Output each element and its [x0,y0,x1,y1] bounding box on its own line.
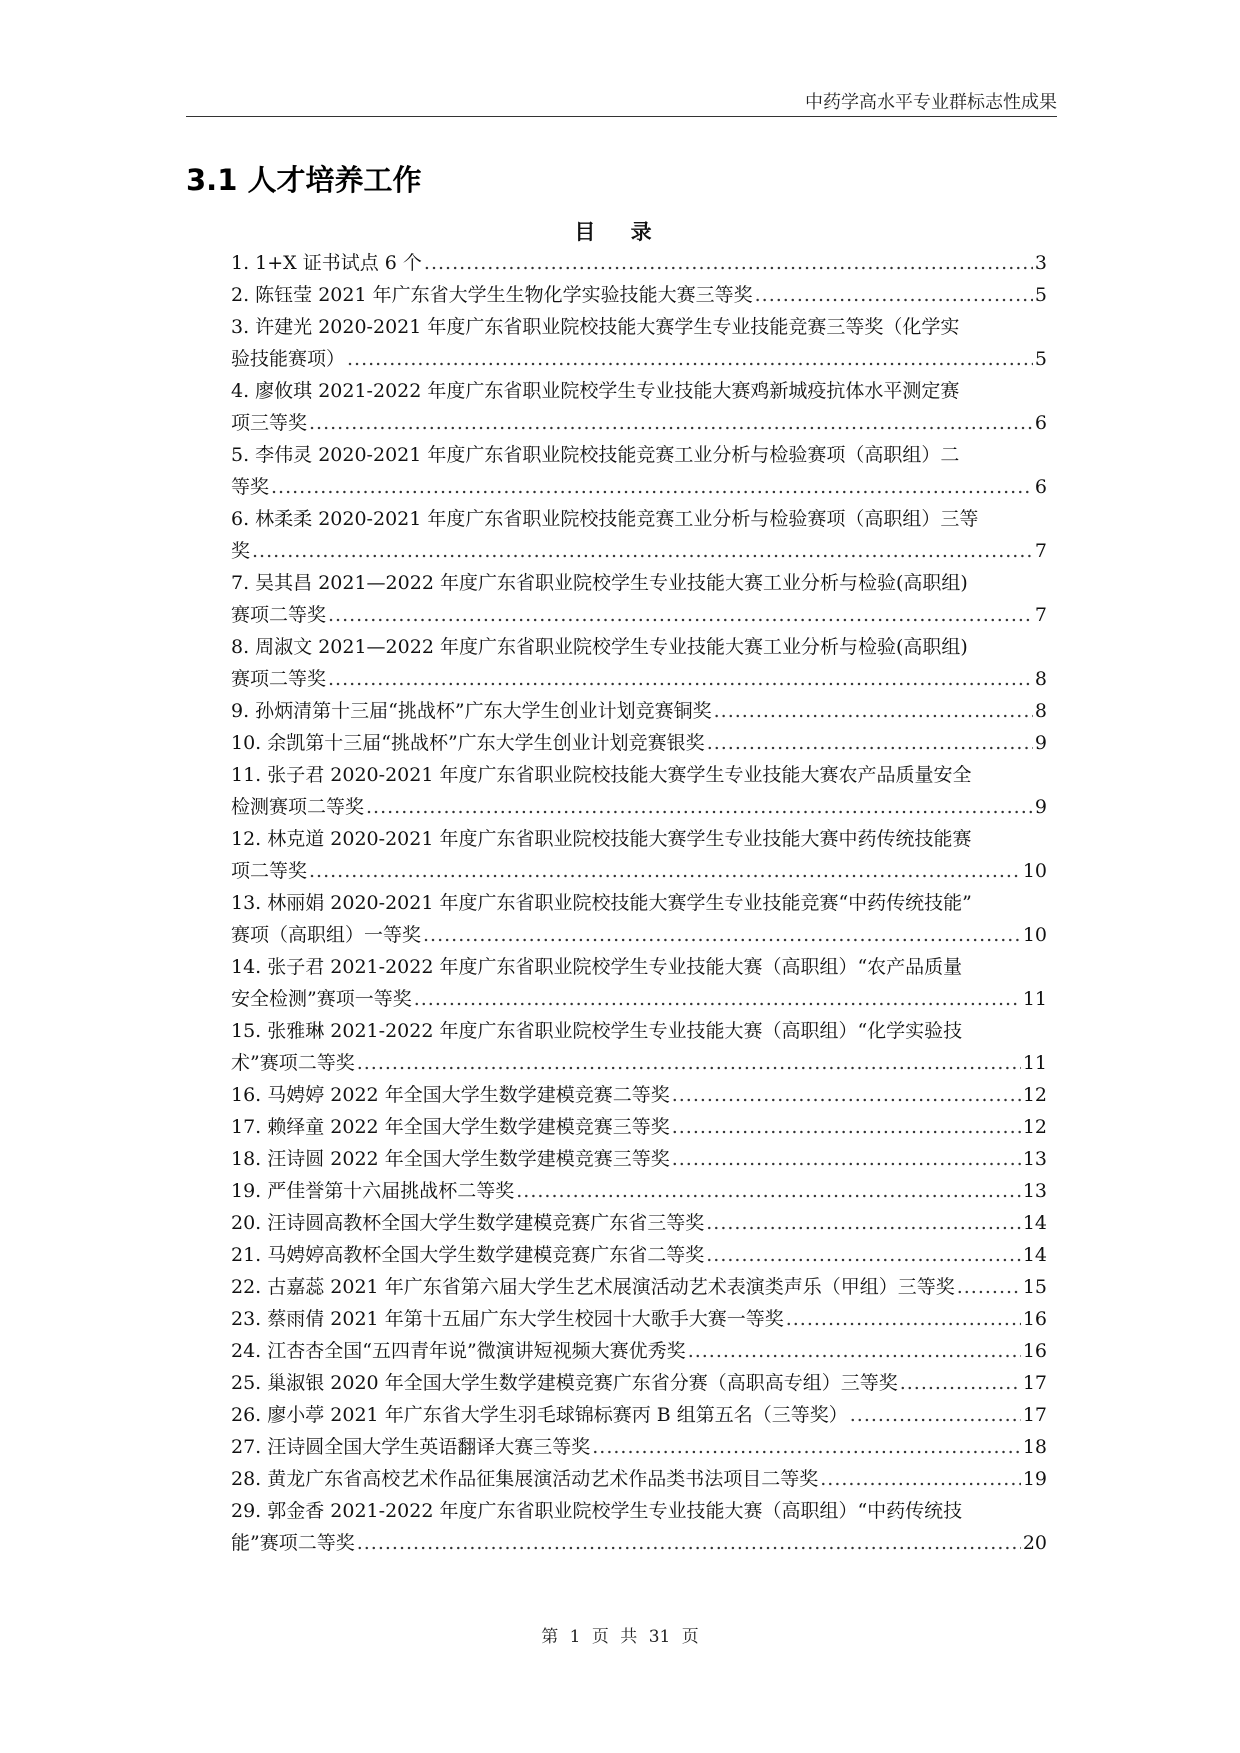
toc-entry-text: 13. 林丽娟 2020-2021 年度广东省职业院校技能大赛学生专业技能竞赛“中药传统技能” [231,892,972,914]
dot-leader [414,983,1021,1015]
dot-leader [900,1367,1021,1399]
toc-entry[interactable] [231,1271,1047,1303]
toc-entry-text: 安全检测”赛项一等奖 [231,988,412,1010]
dot-leader [366,791,1033,823]
toc-page-number: 11 [1022,988,1047,1010]
toc-page-number: 5 [1034,284,1047,306]
toc-entry-text: 奖 [231,540,251,562]
toc-title: 目 录 [574,220,666,244]
toc-page-number: 9 [1034,796,1047,818]
section-title: 3.1 人才培养工作 [186,163,422,197]
toc-entry[interactable] [231,311,1047,375]
toc-entry-text: 24. 江杏杏全国“五四青年说”微演讲短视频大赛优秀奖 [231,1340,686,1362]
toc-entry-text: 赛项二等奖 [231,668,327,690]
toc-page-number: 7 [1034,604,1047,626]
toc-entry-text: 15. 张雅琳 2021-2022 年度广东省职业院校学生专业技能大赛（高职组）“化学实验技 [231,1020,963,1042]
toc-page-number: 10 [1022,924,1047,946]
toc-entry-text: 29. 郭金香 2021-2022 年度广东省职业院校学生专业技能大赛（高职组）“中药传统技 [231,1500,963,1522]
dot-leader [357,1527,1021,1559]
toc-entry-text: 能”赛项二等奖 [231,1532,355,1554]
toc-entry[interactable] [231,375,1047,439]
toc-entry-text: 6. 林柔柔 2020-2021 年度广东省职业院校技能竞赛工业分析与检验赛项（高职组）三等 [231,508,979,530]
toc-entry[interactable] [231,631,1047,695]
toc-entry[interactable] [231,1175,1047,1207]
toc-entry-text: 赛项（高职组）一等奖 [231,924,422,946]
toc-entry[interactable] [231,503,1047,567]
toc-page-number: 6 [1034,476,1047,498]
dot-leader [309,855,1021,887]
toc-entry-text: 项二等奖 [231,860,308,882]
toc-page-number: 8 [1034,700,1047,722]
toc-entry[interactable] [231,887,1047,951]
toc-entry-text: 3. 许建光 2020-2021 年度广东省职业院校技能大赛学生专业技能竞赛三等奖（化学实 [231,316,960,338]
dot-leader [707,727,1033,759]
toc-entry-text: 23. 蔡雨倩 2021 年第十五届广东大学生校园十大歌手大赛一等奖 [231,1308,784,1330]
toc-entry-text: 等奖 [231,476,270,498]
table-of-contents [231,247,1047,1559]
toc-entry-text: 2. 陈钰莹 2021 年广东省大学生生物化学实验技能大赛三等奖 [231,284,753,306]
toc-entry[interactable] [231,1239,1047,1271]
toc-entry[interactable] [231,1111,1047,1143]
running-header: 中药学高水平专业群标志性成果 [805,92,1057,113]
dot-leader [706,1207,1021,1239]
dot-leader [820,1463,1021,1495]
toc-entry-text: 19. 严佳誉第十六届挑战杯二等奖 [231,1180,515,1202]
toc-page-number: 5 [1034,348,1047,370]
toc-entry-text: 28. 黄龙广东省高校艺术作品征集展演活动艺术作品类书法项目二等奖 [231,1468,819,1490]
toc-entry-text: 22. 古嘉蕊 2021 年广东省第六届大学生艺术展演活动艺术表演类声乐（甲组）三等奖 [231,1276,955,1298]
toc-entry[interactable] [231,567,1047,631]
toc-page-number: 14 [1022,1244,1047,1266]
toc-entry-text: 10. 余凯第十三届“挑战杯”广东大学生创业计划竞赛银奖 [231,732,705,754]
toc-entry-text: 26. 廖小葶 2021 年广东省大学生羽毛球锦标赛丙 B 组第五名（三等奖） [231,1404,848,1426]
toc-entry-text: 14. 张子君 2021-2022 年度广东省职业院校学生专业技能大赛（高职组）“农产品质量 [231,956,963,978]
toc-page-number: 11 [1022,1052,1047,1074]
toc-page-number: 16 [1022,1308,1047,1330]
dot-leader [706,1239,1021,1271]
toc-entry[interactable] [231,1495,1047,1559]
toc-entry[interactable] [231,1303,1047,1335]
toc-entry-text: 20. 汪诗圆高教杯全国大学生数学建模竞赛广东省三等奖 [231,1212,705,1234]
dot-leader [592,1431,1021,1463]
toc-entry-text: 4. 廖攸琪 2021-2022 年度广东省职业院校学生专业技能大赛鸡新城疫抗体水平测定赛 [231,380,960,402]
dot-leader [672,1111,1021,1143]
dot-leader [755,279,1033,311]
toc-entry-text: 18. 汪诗圆 2022 年全国大学生数学建模竞赛三等奖 [231,1148,670,1170]
toc-entry[interactable] [231,1335,1047,1367]
toc-page-number: 14 [1022,1212,1047,1234]
dot-leader [271,471,1033,503]
toc-entry-text: 检测赛项二等奖 [231,796,365,818]
toc-entry[interactable] [231,951,1047,1015]
toc-page-number: 6 [1034,412,1047,434]
toc-page-number: 13 [1022,1148,1047,1170]
dot-leader [672,1079,1021,1111]
toc-page-number: 17 [1022,1404,1047,1426]
toc-entry-text: 7. 吴其昌 2021—2022 年度广东省职业院校学生专业技能大赛工业分析与检验(高职组) [231,572,968,594]
toc-entry-text: 赛项二等奖 [231,604,327,626]
toc-entry[interactable] [231,1431,1047,1463]
toc-entry[interactable] [231,439,1047,503]
toc-entry-text: 8. 周淑文 2021—2022 年度广东省职业院校学生专业技能大赛工业分析与检验(高职组) [231,636,968,658]
toc-page-number: 7 [1034,540,1047,562]
dot-leader [423,919,1021,951]
dot-leader [850,1399,1021,1431]
dot-leader [347,343,1033,375]
toc-entry-text: 5. 李伟灵 2020-2021 年度广东省职业院校技能竞赛工业分析与检验赛项（高职组）二 [231,444,960,466]
toc-entry[interactable] [231,823,1047,887]
toc-entry[interactable] [231,1207,1047,1239]
dot-leader [424,247,1033,279]
toc-entry[interactable] [231,279,1047,311]
toc-entry-text: 25. 巢淑银 2020 年全国大学生数学建模竞赛广东省分赛（高职高专组）三等奖 [231,1372,898,1394]
toc-page-number: 12 [1022,1084,1047,1106]
toc-page-number: 20 [1022,1532,1047,1554]
toc-entry[interactable] [231,1015,1047,1079]
toc-entry[interactable] [231,1079,1047,1111]
toc-entry-text: 验技能赛项） [231,348,346,370]
toc-entry-text: 9. 孙炳清第十三届“挑战杯”广东大学生创业计划竞赛铜奖 [231,700,712,722]
toc-page-number: 16 [1022,1340,1047,1362]
toc-page-number: 9 [1034,732,1047,754]
dot-leader [672,1143,1021,1175]
toc-entry[interactable] [231,759,1047,823]
toc-page-number: 18 [1022,1436,1047,1458]
header-divider [186,116,1057,117]
dot-leader [328,599,1033,631]
toc-entry-text: 项三等奖 [231,412,308,434]
toc-page-number: 19 [1022,1468,1047,1490]
toc-page-number: 3 [1034,252,1047,274]
dot-leader [957,1271,1021,1303]
toc-entry[interactable] [231,1399,1047,1431]
toc-entry-text: 11. 张子君 2020-2021 年度广东省职业院校技能大赛学生专业技能大赛农产品质量安全 [231,764,972,786]
page-footer: 第 1 页 共 31 页 [541,1627,699,1647]
toc-entry[interactable] [231,1367,1047,1399]
toc-page-number: 17 [1022,1372,1047,1394]
toc-entry-text: 27. 汪诗圆全国大学生英语翻译大赛三等奖 [231,1436,591,1458]
dot-leader [714,695,1033,727]
dot-leader [328,663,1033,695]
dot-leader [786,1303,1021,1335]
toc-page-number: 13 [1022,1180,1047,1202]
toc-page-number: 15 [1022,1276,1047,1298]
toc-page-number: 8 [1034,668,1047,690]
dot-leader [309,407,1033,439]
toc-page-number: 10 [1022,860,1047,882]
toc-entry[interactable] [231,695,1047,727]
toc-entry-text: 17. 赖绎童 2022 年全国大学生数学建模竞赛三等奖 [231,1116,670,1138]
toc-entry[interactable] [231,247,1047,279]
toc-entry[interactable] [231,1463,1047,1495]
dot-leader [357,1047,1021,1079]
dot-leader [516,1175,1021,1207]
toc-entry-text: 16. 马娉婷 2022 年全国大学生数学建模竞赛二等奖 [231,1084,670,1106]
toc-entry[interactable] [231,727,1047,759]
toc-entry[interactable] [231,1143,1047,1175]
toc-entry-text: 21. 马娉婷高教杯全国大学生数学建模竞赛广东省二等奖 [231,1244,705,1266]
dot-leader [252,535,1033,567]
toc-entry-text: 12. 林克道 2020-2021 年度广东省职业院校技能大赛学生专业技能大赛中药传统技能赛 [231,828,972,850]
dot-leader [688,1335,1021,1367]
toc-entry-text: 术”赛项二等奖 [231,1052,355,1074]
toc-page-number: 12 [1022,1116,1047,1138]
toc-entry-text: 1. 1+X 证书试点 6 个 [231,252,422,274]
